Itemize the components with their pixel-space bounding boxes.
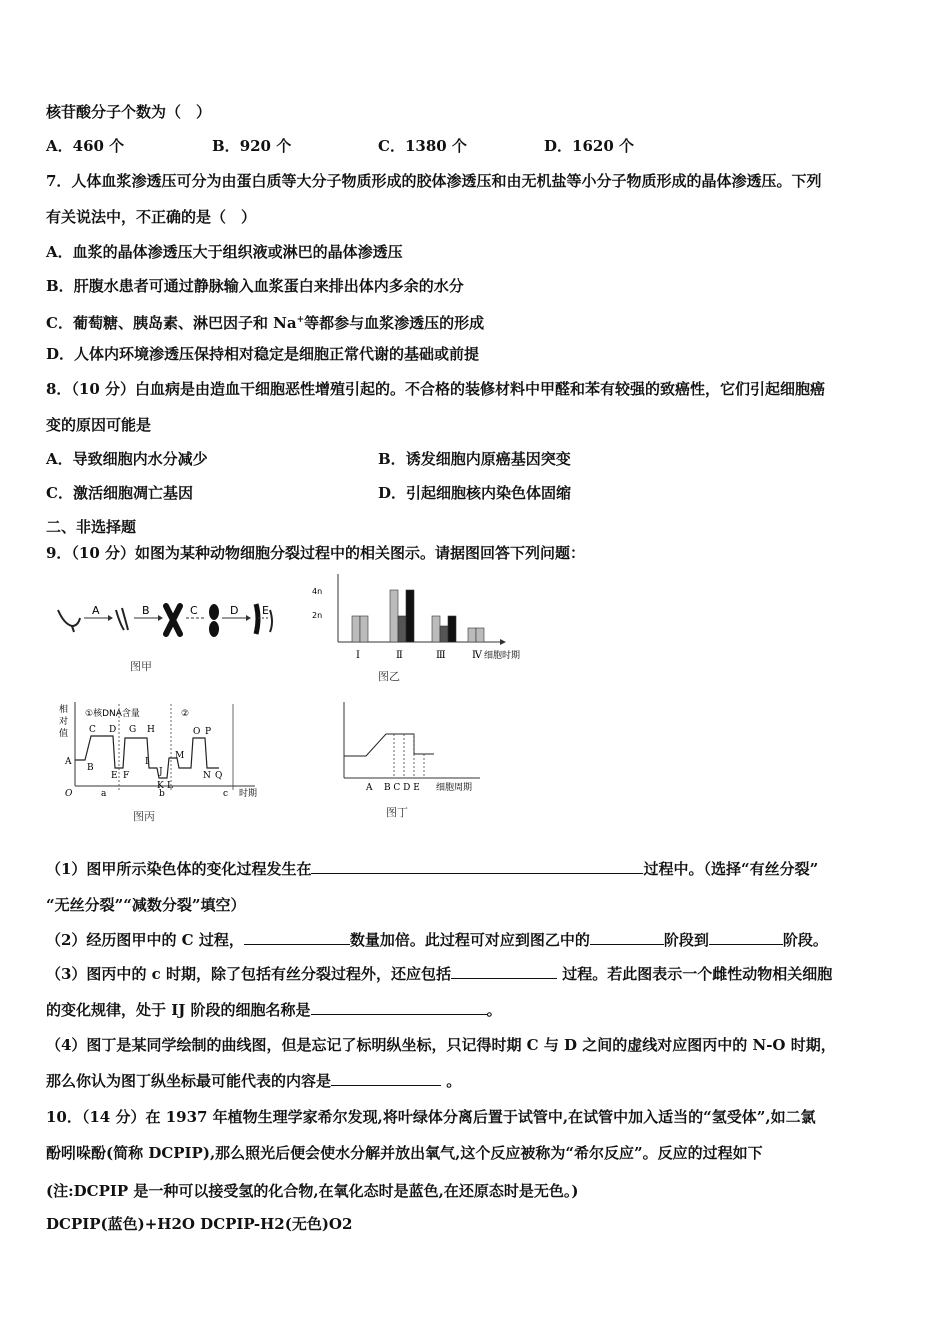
bing-point-k: K xyxy=(157,781,164,791)
q9-part1-line1: （1）图甲所示染色体的变化过程发生在 过程中。（选择“有丝分裂” xyxy=(46,860,819,878)
yi-xlabel-2: Ⅱ xyxy=(396,650,403,661)
q9-part1-blank[interactable] xyxy=(311,859,643,874)
q6-option-d[interactable]: D．1620 个 xyxy=(544,137,634,155)
q7-option-c[interactable]: C．葡萄糖、胰岛素、淋巴因子和 Na+等都参与血浆渗透压的形成 xyxy=(46,314,485,332)
bing-period-b: b xyxy=(159,789,165,799)
bing-point-p: P xyxy=(205,727,212,737)
q9-part4-line2: 那么你认为图丁纵坐标最可能代表的内容是 。 xyxy=(46,1072,462,1090)
bing-point-e: E xyxy=(111,771,118,781)
q10-note: (注:DCPIP 是一种可以接受氢的化合物,在氧化态时是蓝色,在还原态时是无色。) xyxy=(46,1182,579,1200)
jia-stage-d: D xyxy=(230,604,239,617)
section-heading-nonchoice: 二、非选择题 xyxy=(46,518,137,536)
bing-point-j: J xyxy=(159,767,163,777)
bing-label-2: ② xyxy=(181,709,190,719)
q8-stem-line2: 变的原因可能是 xyxy=(46,416,152,434)
q9-part2-blank-1[interactable] xyxy=(244,930,350,945)
bing-point-f: F xyxy=(123,771,130,781)
q7-stem-line2: 有关说法中，不正确的是（ ） xyxy=(46,208,257,226)
bing-point-o: O xyxy=(193,727,201,737)
bing-point-g: G xyxy=(129,725,137,735)
bing-point-l: L xyxy=(167,781,173,791)
bing-point-c: C xyxy=(89,725,96,735)
bing-point-a: A xyxy=(65,757,72,767)
q8-option-a[interactable]: A．导致细胞内水分减少 xyxy=(46,450,208,468)
bing-point-n: N xyxy=(203,771,211,781)
bing-point-h: H xyxy=(147,725,155,735)
bing-origin: O xyxy=(65,789,73,799)
q9-part4-line1: （4）图丁是某同学绘制的曲线图，但是忘记了标明纵坐标，只记得时期 C 与 D 之间的虚线对应图丙中的 N-O 时期， xyxy=(46,1036,836,1054)
figure-jia xyxy=(50,596,275,678)
q10-stem-line1: 10．（14 分）在 1937 年植物生理学家希尔发现,将叶绿体分离后置于试管中,在试管中加入适当的“氢受体”,如二氯 xyxy=(46,1108,816,1126)
bing-point-b: B xyxy=(87,763,94,773)
figure-ding-chart xyxy=(330,698,490,796)
jia-stage-e: E xyxy=(262,604,269,617)
figure-yi xyxy=(310,568,540,684)
q8-option-c[interactable]: C．激活细胞凋亡基因 xyxy=(46,484,193,502)
figure-jia-drawing xyxy=(50,596,275,648)
figure-jia-caption: 图甲 xyxy=(130,660,152,673)
q9-part3-blank-2[interactable] xyxy=(311,1000,487,1015)
q6-stem-tail: 核苷酸分子个数为（ ） xyxy=(46,103,212,121)
ding-xaxis-title: 细胞周期 xyxy=(436,783,473,793)
q7-stem-line1: 7．人体血浆渗透压可分为由蛋白质等大分子物质形成的胶体渗透压和由无机盐等小分子物质形成的晶体渗透压。下列 xyxy=(46,172,822,190)
q9-part3-blank-1[interactable] xyxy=(451,964,557,979)
figure-ding-caption: 图丁 xyxy=(386,806,408,819)
q8-stem-line1: 8．（10 分）白血病是由造血干细胞恶性增殖引起的。不合格的装修材料中甲醛和苯有较强的致癌性，它们引起细胞癌 xyxy=(46,380,826,398)
q9-part4-blank[interactable] xyxy=(331,1071,441,1086)
q7-option-a[interactable]: A．血浆的晶体渗透压大于组织液或淋巴的晶体渗透压 xyxy=(46,243,403,261)
q7-option-b[interactable]: B．肝腹水患者可通过静脉输入血浆蛋白来排出体内多余的水分 xyxy=(46,277,464,295)
yi-ylabel-2n: 2n xyxy=(312,611,323,620)
bing-period-a: a xyxy=(101,789,107,799)
bing-ytitle-1: 相 xyxy=(59,705,69,715)
figure-bing-caption: 图丙 xyxy=(133,810,155,823)
q6-option-b[interactable]: B．920 个 xyxy=(212,137,292,155)
bing-point-i: I xyxy=(145,757,149,767)
q6-option-c[interactable]: C．1380 个 xyxy=(378,137,467,155)
q9-stem: 9．（10 分）如图为某种动物细胞分裂过程中的相关图示。请据图回答下列问题： xyxy=(46,544,586,562)
jia-stage-b: B xyxy=(142,604,150,617)
q9-part2-blank-3[interactable] xyxy=(709,930,783,945)
bing-xaxis-title: 时期 xyxy=(239,789,258,799)
figure-ding xyxy=(330,698,490,822)
figure-bing xyxy=(55,698,285,824)
figure-yi-chart xyxy=(310,568,540,663)
jia-stage-a: A xyxy=(92,604,100,617)
q9-part3-line2: 的变化规律，处于 IJ 阶段的细胞名称是 。 xyxy=(46,1001,502,1019)
bing-ytitle-3: 值 xyxy=(59,729,69,739)
yi-xlabel-1: Ⅰ xyxy=(356,650,360,661)
q9-part1-line2: “无丝分裂”“减数分裂”填空） xyxy=(46,896,246,914)
figure-bing-chart xyxy=(55,698,285,802)
q9-part2: （2）经历图甲中的 C 过程， 数量加倍。此过程可对应到图乙中的 阶段到 阶段。 xyxy=(46,931,828,949)
q10-equation: DCPIP(蓝色)+H2O DCPIP-H2(无色)O2 xyxy=(46,1215,353,1233)
bing-ytitle-2: 对 xyxy=(59,717,69,727)
bing-period-c: c xyxy=(223,789,229,799)
q6-option-a[interactable]: A．460 个 xyxy=(46,137,125,155)
bing-point-m: M xyxy=(175,751,185,761)
ding-xpoints: A B C D E xyxy=(366,783,420,793)
jia-stage-c: C xyxy=(190,604,198,617)
q7-option-d[interactable]: D．人体内环境渗透压保持相对稳定是细胞正常代谢的基础或前提 xyxy=(46,345,480,363)
yi-xlabel-3: Ⅲ xyxy=(436,650,446,661)
q8-option-b[interactable]: B．诱发细胞内原癌基因突变 xyxy=(378,450,571,468)
q10-stem-line2: 酚吲哚酚(简称 DCPIP),那么照光后便会使水分解并放出氧气,这个反应被称为“希尔反应”。反应的过程如下 xyxy=(46,1144,763,1162)
q8-option-d[interactable]: D．引起细胞核内染色体固缩 xyxy=(378,484,572,502)
bing-label-dna: ①核DNA含量 xyxy=(85,709,140,719)
yi-xaxis-title: 细胞时期 xyxy=(484,651,521,661)
bing-point-d: D xyxy=(109,725,117,735)
bing-point-q: Q xyxy=(215,771,223,781)
yi-ylabel-4n: 4n xyxy=(312,587,323,596)
q9-part3-line1: （3）图丙中的 c 时期，除了包括有丝分裂过程外，还应包括 过程。若此图表示一个雌性动物相关细胞 xyxy=(46,965,833,983)
q9-part2-blank-2[interactable] xyxy=(590,930,664,945)
yi-xlabel-4: Ⅳ xyxy=(472,650,482,661)
figure-yi-caption: 图乙 xyxy=(378,670,400,683)
